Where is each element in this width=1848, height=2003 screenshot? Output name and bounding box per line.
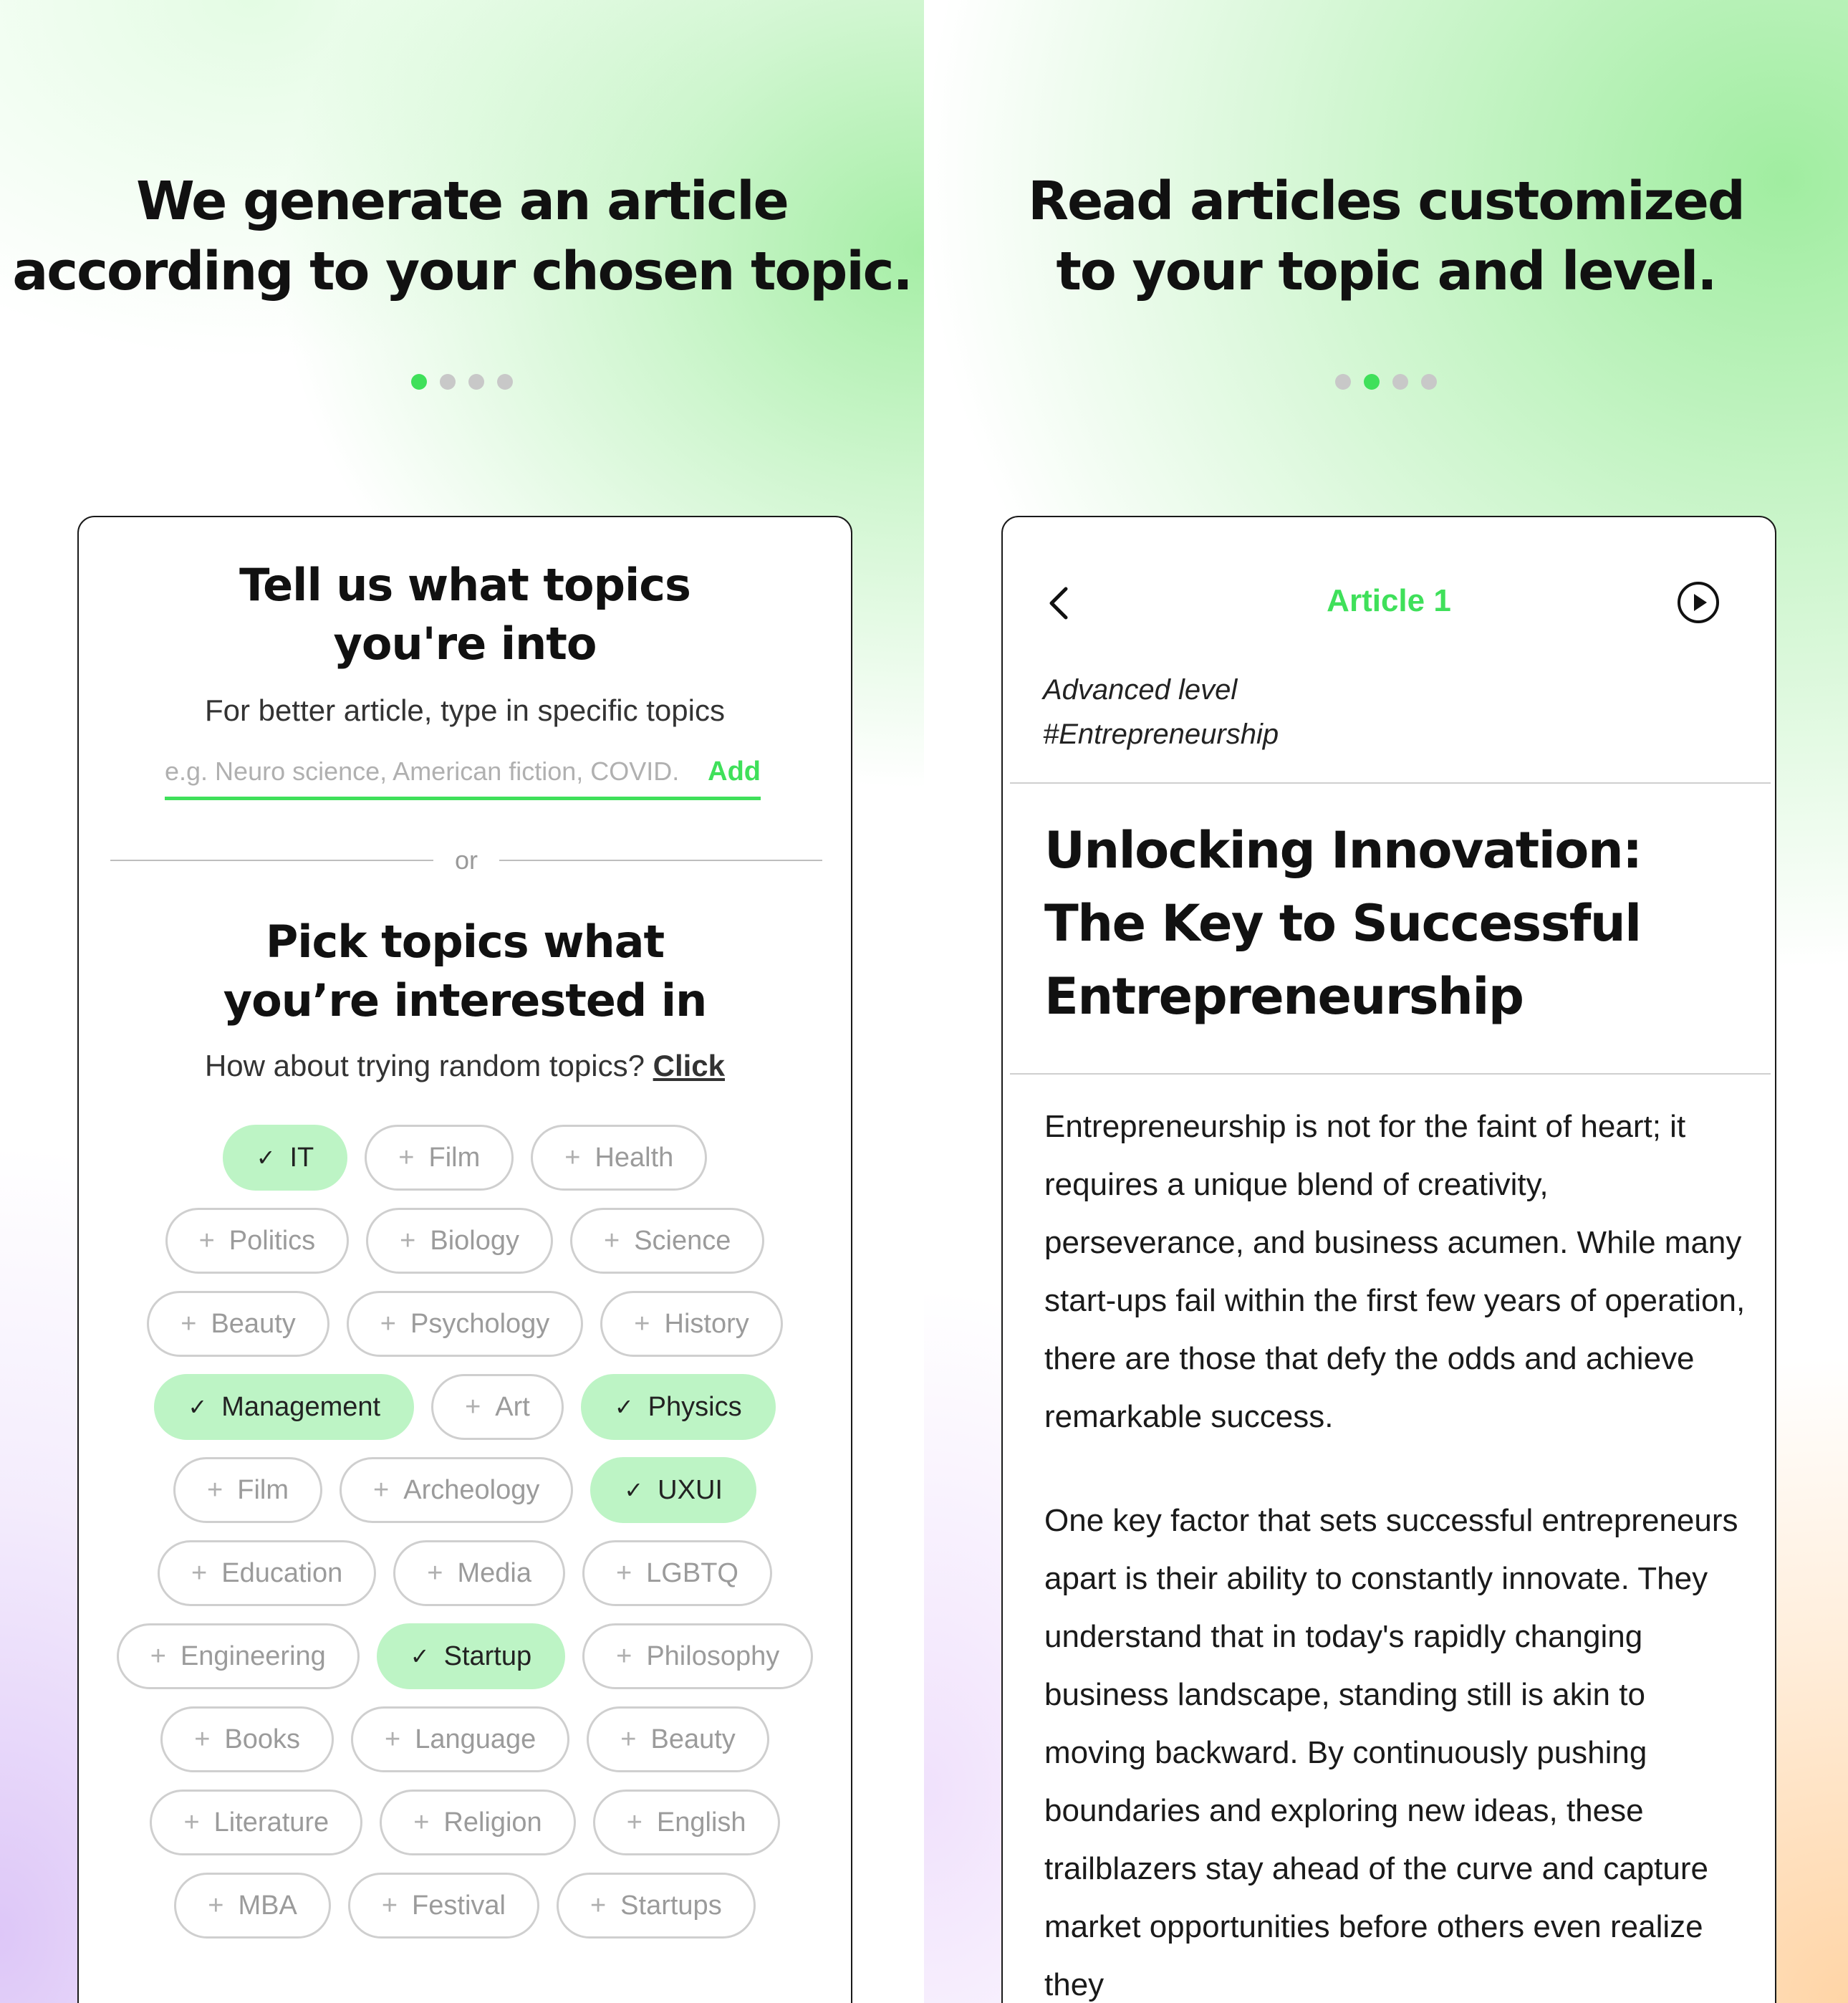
topic-chip-label: Festival xyxy=(412,1890,506,1921)
topic-chip[interactable] xyxy=(531,1125,707,1191)
topic-chip[interactable] xyxy=(173,1457,322,1523)
article-tag: #Entrepreneurship xyxy=(1043,719,1279,750)
topic-chip-label: Philosophy xyxy=(646,1641,780,1671)
chip-row xyxy=(79,1208,851,1274)
page-dot[interactable] xyxy=(497,374,513,390)
topic-chip-label: Engineering xyxy=(180,1641,326,1671)
plus-icon: + xyxy=(398,1142,415,1173)
plus-icon: + xyxy=(413,1807,430,1838)
page-indicator xyxy=(0,374,924,390)
topic-chip-label: Literature xyxy=(213,1807,329,1838)
topic-chip[interactable] xyxy=(600,1291,782,1357)
topic-chip-label: Startup xyxy=(443,1641,532,1671)
topic-input-row xyxy=(165,754,761,800)
topic-chip-label: Physics xyxy=(648,1391,742,1422)
plus-icon: + xyxy=(191,1557,208,1588)
page-dot-active[interactable] xyxy=(411,374,427,390)
plus-icon: + xyxy=(208,1890,224,1921)
topic-chip-label: MBA xyxy=(238,1890,297,1921)
topic-chip[interactable] xyxy=(147,1291,329,1357)
plus-icon: + xyxy=(194,1724,211,1754)
right-headline xyxy=(924,166,1848,307)
article-headline: Unlocking Innovation: The Key to Successful Entrepreneurship xyxy=(1044,821,1642,1026)
topic-chip-label: History xyxy=(664,1308,749,1339)
article-title-label: Article 1 xyxy=(1327,583,1451,618)
article-paragraph: One key factor that sets successful entrepreneurs apart is their ability to constantly innovate. They understand that in today's rapidly changing business landscape, standing still is akin to moving backward. By continuously pushing boundaries and exploring new ideas, these trailblazers stay ahead of the curve and capture market opportunities before others even realize they xyxy=(1044,1503,1738,2002)
chip-row xyxy=(79,1623,851,1689)
chip-row xyxy=(79,1540,851,1606)
topic-chip-label: Books xyxy=(224,1724,301,1754)
topic-chip-label: Film xyxy=(237,1474,289,1505)
page-dot[interactable] xyxy=(440,374,456,390)
topic-chip[interactable] xyxy=(380,1790,576,1855)
topic-chip[interactable] xyxy=(582,1623,813,1689)
title-line: you're into xyxy=(333,618,597,670)
topic-chip[interactable] xyxy=(366,1208,553,1274)
topic-chip-label: Science xyxy=(634,1225,731,1256)
topic-chip[interactable] xyxy=(377,1623,565,1689)
topic-chip[interactable] xyxy=(570,1208,764,1274)
plus-icon: + xyxy=(634,1308,650,1339)
topic-chip-label: Psychology xyxy=(410,1308,550,1339)
plus-icon: + xyxy=(181,1308,197,1339)
topic-chip[interactable] xyxy=(117,1623,360,1689)
plus-icon: + xyxy=(380,1308,396,1339)
article-card xyxy=(1001,516,1776,2003)
divider xyxy=(1010,782,1771,784)
topic-chip[interactable] xyxy=(431,1374,564,1440)
article-header xyxy=(1003,575,1775,632)
headline-line: according to your chosen topic. xyxy=(12,241,912,302)
headline-line: Read articles customized xyxy=(1028,170,1744,232)
topic-chip[interactable] xyxy=(593,1790,780,1855)
topic-chip[interactable] xyxy=(158,1540,376,1606)
left-headline xyxy=(0,166,924,307)
chip-row xyxy=(79,1873,851,1939)
chip-row xyxy=(79,1790,851,1855)
page-indicator xyxy=(924,374,1848,390)
topic-chip[interactable] xyxy=(160,1706,334,1772)
topics-card xyxy=(77,516,852,2003)
topic-chip-label: Education xyxy=(221,1557,343,1588)
topics-title xyxy=(79,556,851,673)
chip-row xyxy=(79,1457,851,1523)
check-icon: ✓ xyxy=(410,1643,430,1669)
headline-line: We generate an article xyxy=(136,170,788,232)
plus-icon: + xyxy=(198,1225,215,1256)
plus-icon: + xyxy=(373,1474,390,1505)
topic-chip-label: Politics xyxy=(228,1225,316,1256)
topic-chip-label: Art xyxy=(495,1391,530,1422)
plus-icon: + xyxy=(616,1641,632,1671)
topic-chip[interactable] xyxy=(223,1125,348,1191)
topic-chip[interactable] xyxy=(340,1457,573,1523)
chip-row xyxy=(79,1706,851,1772)
plus-icon: + xyxy=(620,1724,637,1754)
topic-chip-label: UXUI xyxy=(658,1474,723,1505)
plus-icon: + xyxy=(564,1142,581,1173)
topic-chip-label: Beauty xyxy=(211,1308,296,1339)
page-dot[interactable] xyxy=(1421,374,1437,390)
plus-icon: + xyxy=(427,1557,443,1588)
topics-subtitle: For better article, type in specific topics xyxy=(205,693,725,727)
topic-chip-label: Film xyxy=(428,1142,481,1173)
play-circle-icon[interactable] xyxy=(1676,580,1721,625)
chip-row xyxy=(79,1291,851,1357)
topic-chip-label: Biology xyxy=(430,1225,519,1256)
topic-chip[interactable] xyxy=(351,1706,569,1772)
topic-chip[interactable] xyxy=(347,1291,584,1357)
divider xyxy=(1010,1073,1771,1075)
page-dot-active[interactable] xyxy=(1364,374,1380,390)
page-dot[interactable] xyxy=(468,374,484,390)
topic-chip[interactable] xyxy=(557,1873,756,1939)
divider-line xyxy=(499,860,822,861)
plus-icon: + xyxy=(604,1225,620,1256)
plus-icon: + xyxy=(400,1225,416,1256)
topic-chip-label: IT xyxy=(289,1142,314,1173)
topic-chip-label: Media xyxy=(457,1557,531,1588)
chip-row xyxy=(79,1125,851,1191)
topic-chip-label: Religion xyxy=(443,1807,542,1838)
topic-chip[interactable] xyxy=(154,1374,414,1440)
divider-line xyxy=(110,860,433,861)
plus-icon: + xyxy=(150,1641,166,1671)
article-meta xyxy=(1043,668,1279,756)
plus-icon: + xyxy=(207,1474,223,1505)
topic-chip[interactable] xyxy=(348,1873,539,1939)
or-label: or xyxy=(455,845,478,875)
plus-icon: + xyxy=(626,1807,643,1838)
add-button[interactable]: Add xyxy=(708,756,761,787)
topic-chip[interactable] xyxy=(165,1208,350,1274)
title-line: you’re interested in xyxy=(223,974,707,1027)
plus-icon: + xyxy=(589,1890,607,1921)
article-paragraph: Entrepreneurship is not for the faint of heart; it requires a unique blend of creativity, perseverance, and business acumen. While many start-ups fail within the first few years of operation, there are those that defy the odds and achieve remarkable success. xyxy=(1044,1109,1746,1434)
topic-chip-label: English xyxy=(656,1807,746,1838)
topic-chips xyxy=(79,1125,851,1956)
topic-chip[interactable] xyxy=(150,1790,362,1855)
topic-chip-label: Language xyxy=(415,1724,536,1754)
topic-input[interactable] xyxy=(165,756,680,794)
random-topics-text: How about trying random topics? xyxy=(204,1049,645,1082)
right-panel xyxy=(924,0,1848,2003)
article-body xyxy=(1044,1097,1753,2003)
or-divider xyxy=(110,845,822,875)
topic-chip-label: LGBTQ xyxy=(646,1557,738,1588)
title-line: Pick topics what xyxy=(265,916,665,968)
topic-chip[interactable] xyxy=(590,1457,756,1523)
topic-chip[interactable] xyxy=(582,1540,772,1606)
title-line: Tell us what topics xyxy=(239,559,690,611)
topic-chip-label: Startups xyxy=(620,1890,722,1921)
article-level: Advanced level xyxy=(1043,674,1238,706)
topic-chip[interactable] xyxy=(587,1706,769,1772)
random-topics-prompt xyxy=(79,1049,851,1083)
topic-chip-label: Archeology xyxy=(403,1474,540,1505)
check-icon: ✓ xyxy=(614,1394,634,1420)
chip-row xyxy=(79,1374,851,1440)
plus-icon: + xyxy=(465,1391,481,1422)
random-topics-link[interactable]: Click xyxy=(653,1049,726,1082)
check-icon: ✓ xyxy=(256,1145,276,1171)
plus-icon: + xyxy=(381,1890,398,1921)
topic-chip[interactable] xyxy=(365,1125,514,1191)
plus-icon: + xyxy=(183,1807,200,1838)
check-icon: ✓ xyxy=(624,1477,644,1503)
plus-icon: + xyxy=(385,1724,401,1754)
page-dot[interactable] xyxy=(1335,374,1351,390)
topic-chip-label: Health xyxy=(595,1142,674,1173)
topic-chip[interactable] xyxy=(393,1540,565,1606)
plus-icon: + xyxy=(615,1557,632,1588)
check-icon: ✓ xyxy=(188,1394,208,1420)
page-dot[interactable] xyxy=(1392,374,1408,390)
topic-chip-label: Management xyxy=(221,1391,381,1422)
headline-line: to your topic and level. xyxy=(1056,241,1716,302)
topic-chip-label: Beauty xyxy=(650,1724,736,1754)
topic-chip[interactable] xyxy=(174,1873,331,1939)
pick-topics-title xyxy=(79,913,851,1030)
topic-chip[interactable] xyxy=(581,1374,776,1440)
